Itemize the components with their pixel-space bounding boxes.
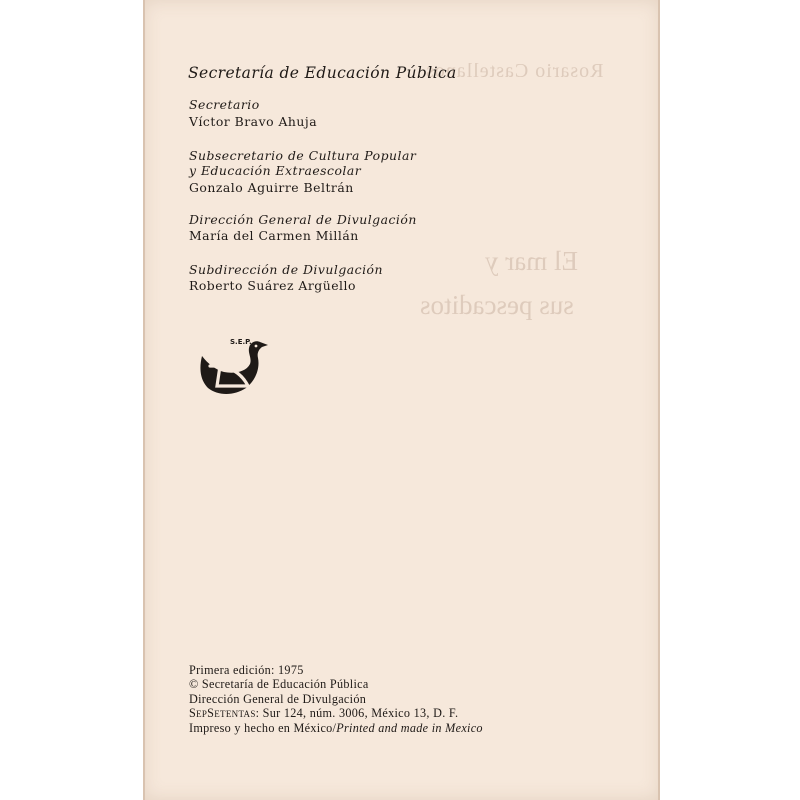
official-role-1: Secretario (189, 97, 260, 112)
colophon-edition: Primera edición: 1975 (189, 663, 304, 677)
logo-text: S.E.P. (230, 338, 252, 346)
page-edge-left (143, 0, 145, 800)
colophon-printed-en: Printed and made in Mexico (336, 720, 483, 735)
official-role-3: Dirección General de Divulgación (189, 212, 417, 227)
ghost-author: Rosario Castellanos (425, 60, 604, 82)
official-role-2a: Subsecretario de Cultura Popular (189, 148, 417, 163)
colophon-address-text: Sur 124, núm. 3006, México 13, D. F. (259, 706, 459, 721)
sep-bird-logo-icon (190, 332, 272, 398)
official-name-2: Gonzalo Aguirre Beltrán (189, 180, 354, 195)
official-role-4: Subdirección de Divulgación (189, 262, 383, 277)
page-edge-right (658, 0, 660, 800)
colophon (189, 663, 483, 735)
official-name-3: María del Carmen Millán (189, 228, 359, 243)
institution-heading: Secretaría de Educación Pública (188, 64, 457, 82)
colophon-copyright: © Secretaría de Educación Pública (189, 677, 369, 692)
colophon-printed-es: Impreso y hecho en México/ (189, 720, 337, 735)
colophon-printed (189, 721, 483, 735)
ghost-title-line1: El mar y (485, 246, 578, 276)
colophon-address (189, 706, 483, 720)
official-name-1: Víctor Bravo Ahuja (189, 114, 318, 129)
colophon-division: Dirección General de Divulgación (189, 691, 367, 706)
ghost-title-line2: sus pescaditos (420, 290, 574, 320)
colophon-series: SepSetentas: (189, 706, 260, 721)
official-role-2b: y Educación Extraescolar (189, 163, 362, 178)
official-name-4: Roberto Suárez Argüello (189, 278, 356, 293)
